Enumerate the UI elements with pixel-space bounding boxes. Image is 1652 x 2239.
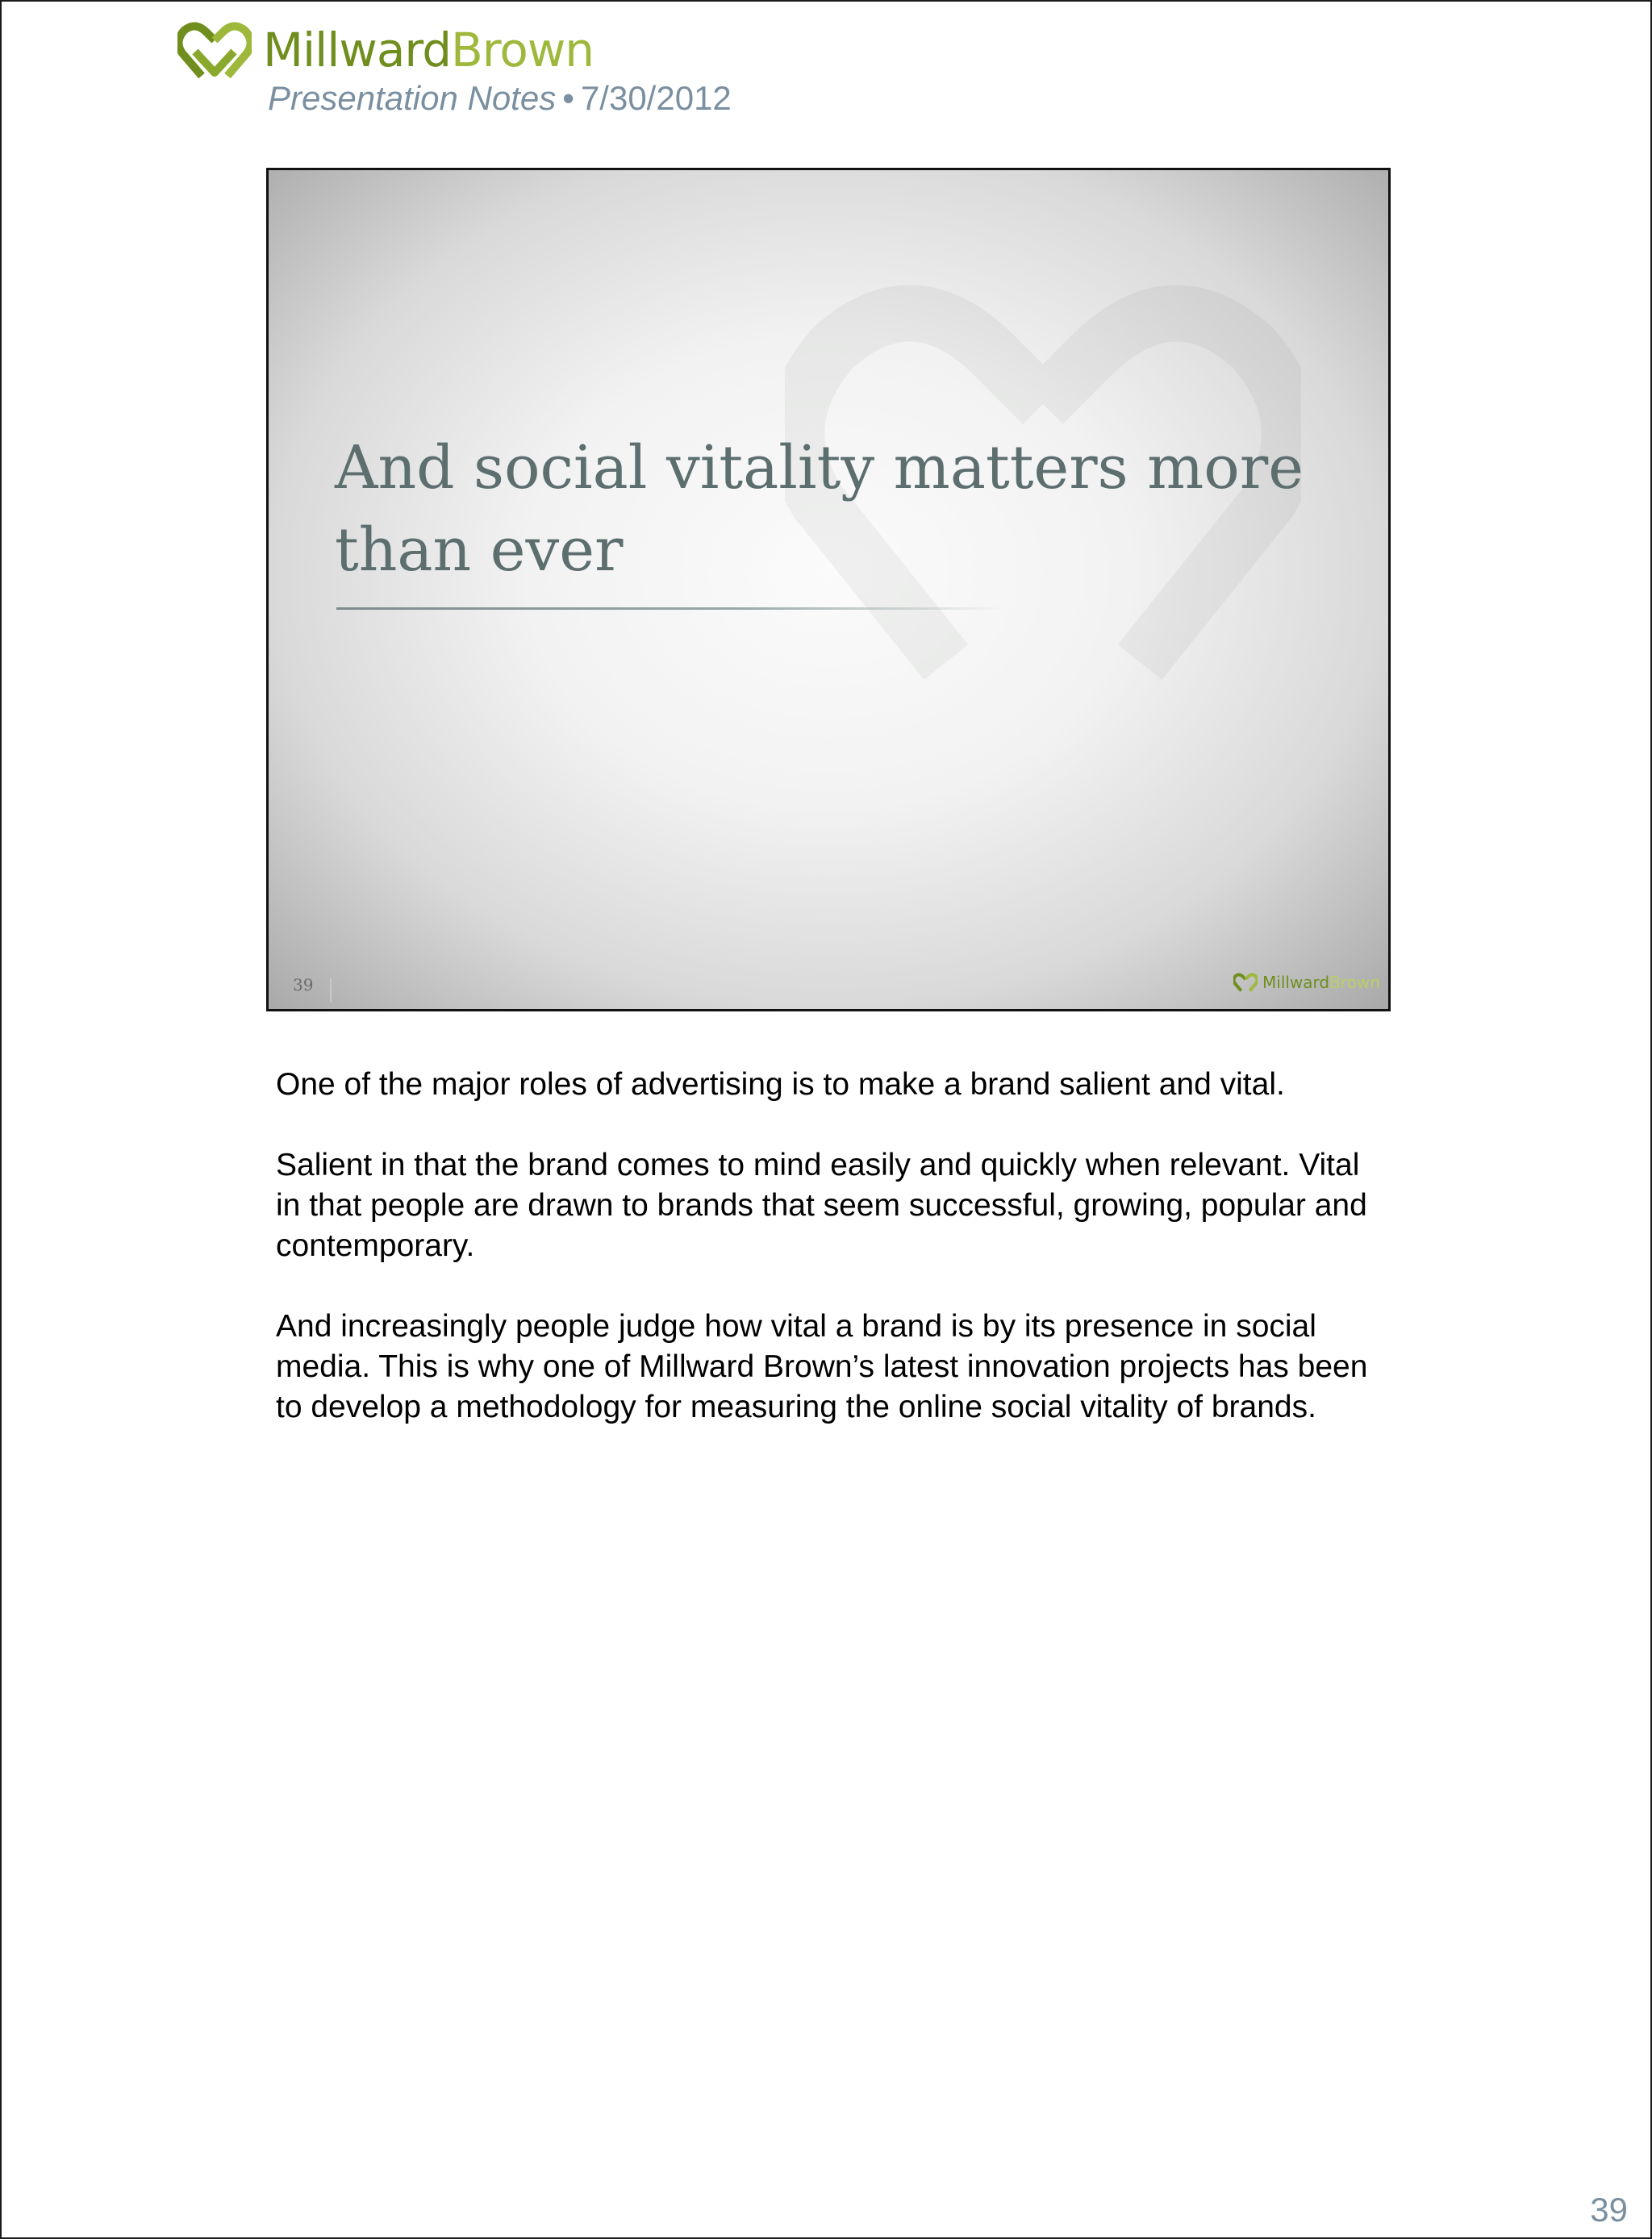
millward-brown-heart-logo-icon [177, 19, 252, 81]
subtitle-date: 7/30/2012 [580, 79, 732, 117]
notes-paragraph: And increasingly people judge how vital a brand is by its presence in social media. This is why one of Millward Brown’s latest innovation projects has been to develop a methodology for measuring the online social vitality of brands. [276, 1309, 1368, 1424]
millward-brown-heart-logo-icon [1233, 972, 1258, 993]
slide-logo-brown: Brown [1329, 973, 1380, 992]
header-subtitle [268, 79, 732, 118]
notes-paragraph: Salient in that the brand comes to mind easily and quickly when relevant. Vital in that people are drawn to brands that seem successful, growing, popular and contemporary. [276, 1148, 1367, 1263]
slide-thumbnail [266, 168, 1391, 1011]
notes-paragraph: One of the major roles of advertising is to make a brand salient and vital. [276, 1067, 1285, 1102]
slide-number: 39 [293, 975, 314, 994]
slide-logo [1233, 972, 1380, 993]
page-number: 39 [1590, 2191, 1628, 2229]
logo-brown: Brown [451, 23, 594, 77]
subtitle-separator: • [562, 79, 574, 117]
slide-footer-divider [330, 978, 332, 1003]
slide-title: And social vitality matters more than ever [335, 433, 1304, 585]
presentation-notes [276, 1065, 1389, 1468]
header-logo [177, 18, 594, 82]
subtitle-title: Presentation Notes [268, 79, 557, 117]
slide-title-divider [336, 607, 1006, 610]
logo-wordmark [263, 23, 594, 77]
logo-millward: Millward [263, 23, 452, 77]
slide-logo-millward: Millward [1262, 973, 1330, 992]
